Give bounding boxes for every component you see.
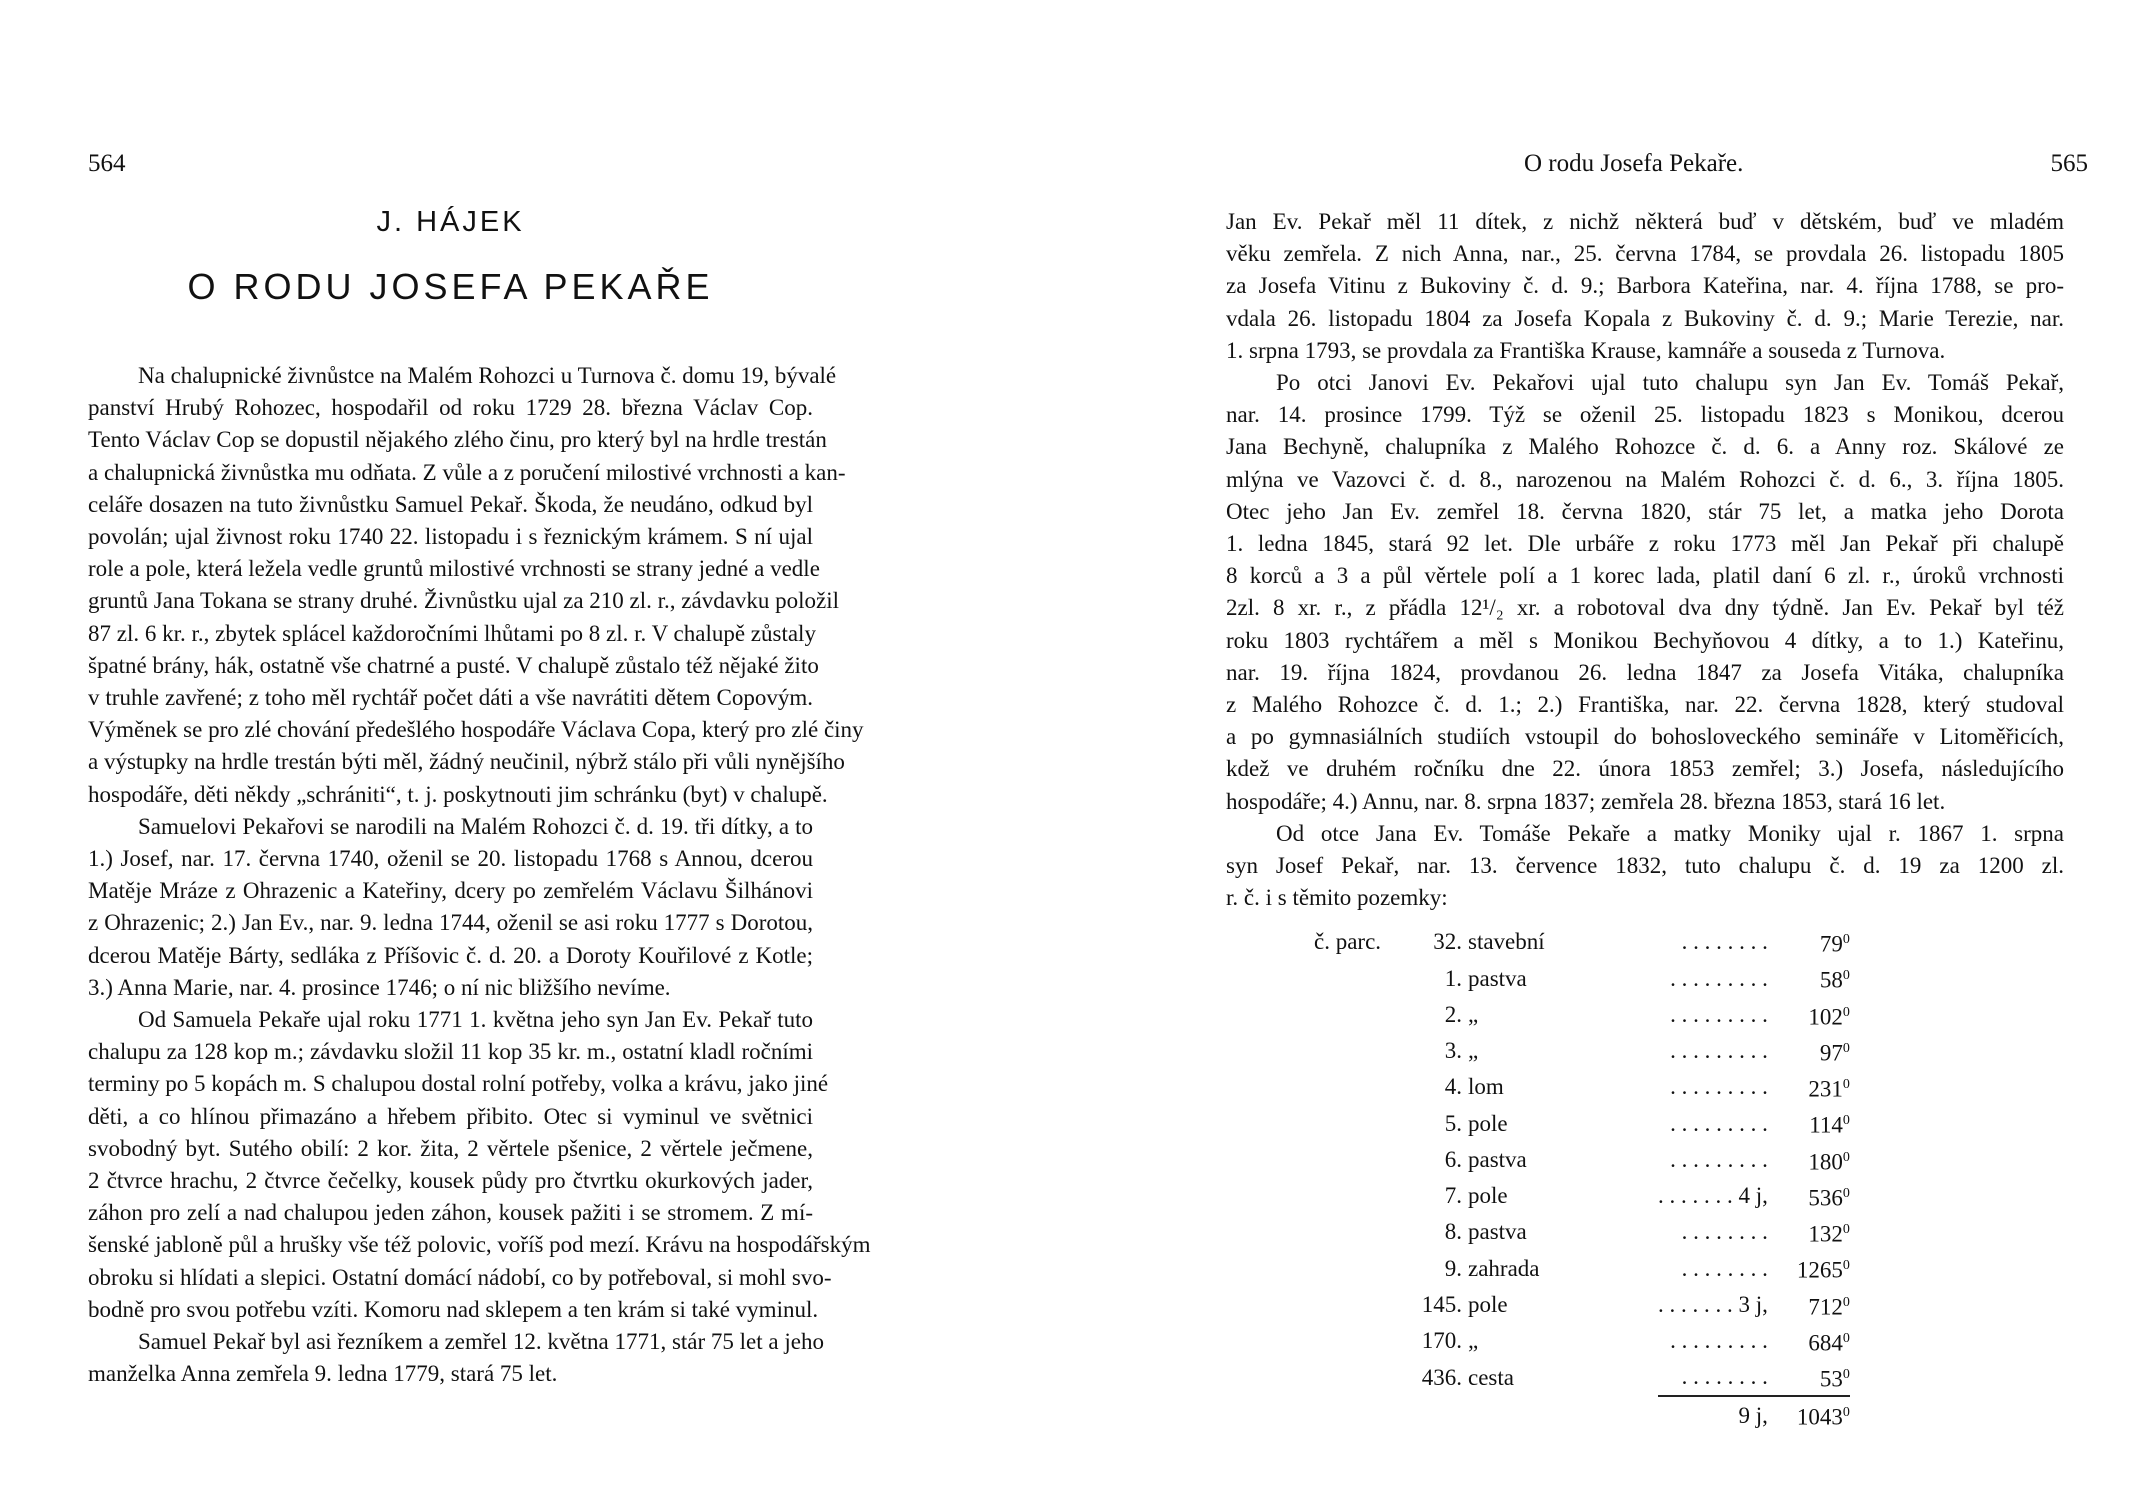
table-row [1314, 1250, 1850, 1286]
table-row [1314, 960, 1850, 996]
parcel-type [1468, 1396, 1658, 1433]
area-unit-mark: 0 [1842, 1040, 1850, 1056]
parcel-area [1768, 1250, 1850, 1286]
parcel-area [1768, 1323, 1850, 1359]
leader-dots: . . . . . . . . . [1670, 965, 1768, 991]
area-unit-mark: 0 [1842, 932, 1850, 947]
parcel-label [1314, 1287, 1404, 1323]
text-line: role a pole, která ležela vedle gruntů milostivé vrchnosti se strany jedné a vedle [88, 556, 820, 582]
parcel-area-value: 180 [1808, 1149, 1843, 1175]
text-line: Matěje Mráze z Ohrazenic a Kateřiny, dcery po zemřelém Václavu Šilhánovi [88, 878, 813, 904]
parcel-number: 9. [1444, 1255, 1462, 1281]
area-unit-mark: 0 [1842, 1077, 1850, 1092]
leader-dots: . . . . . . . . . [1670, 1038, 1768, 1064]
parcel-area [1768, 1142, 1850, 1178]
parcel-leader [1658, 1323, 1768, 1359]
text-line: záhon pro zelí a nad chalupou jeden záhon, kousek pažiti i se stromem. Z mí- [88, 1200, 813, 1226]
text-line: 3.) Anna Marie, nar. 4. prosince 1746; o ní nic bližšího nevíme. [88, 974, 671, 1000]
parcel-number: 32. [1433, 929, 1462, 955]
text-line: Jana Bechyně, chalupníka z Malého Rohozce č. d. 6. a Anny roz. Skálové ze [1226, 434, 2064, 460]
parcel-label [1314, 1250, 1404, 1286]
table-row [1314, 1359, 1850, 1396]
text-line: kdež ve druhém ročníku dne 22. února 1853 zemřel; 3.) Josefa, následujícího [1226, 756, 2064, 782]
parcel-type: pastva [1468, 965, 1527, 991]
leader-dots: . . . . . . . [1658, 1291, 1733, 1317]
left-column-text [88, 360, 871, 1391]
parcel-label: č. parc. [1314, 929, 1382, 955]
parcel-area-value: 53 [1819, 1366, 1843, 1392]
text-line: terminy po 5 kopách m. S chalupou dostal rolní potřeby, volka a krávu, jako jiné [88, 1071, 829, 1097]
table-row [1314, 1178, 1850, 1214]
area-unit-mark: 0 [1842, 1405, 1850, 1421]
page-number: 565 [2050, 150, 2088, 177]
parcel-type: „ [1468, 1001, 1479, 1027]
parcel-leader [1658, 1359, 1768, 1396]
parcel-number: 6. [1444, 1146, 1462, 1172]
leader-dots: . . . . . . . . . [1670, 1110, 1768, 1136]
page-number: 564 [88, 150, 126, 177]
text-line: vdala 26. listopadu 1804 za Josefa Kopala z Bukoviny č. d. 9.; Marie Terezie, nar. [1226, 305, 2064, 331]
parcel-leader [1658, 997, 1768, 1033]
article-title: O RODU JOSEFA PEKAŘE [187, 266, 714, 307]
text-line: věku zemřela. Z nich Anna, nar., 25. června 1784, se provdala 26. listopadu 1805 [1226, 241, 2064, 267]
text-line: Výměnek se pro zlé chování předešlého hospodáře Václava Copa, který pro zlé činy [88, 717, 864, 743]
parcel-area [1768, 1069, 1850, 1105]
parcel-label [1314, 1178, 1404, 1214]
parcel-number: 3. [1444, 1038, 1462, 1064]
parcel-type: „ [1468, 1038, 1479, 1064]
parcel-number: 170. [1421, 1328, 1462, 1354]
area-unit-mark: 0 [1842, 1222, 1850, 1237]
parcel-leader [1658, 1287, 1768, 1323]
parcel-label [1314, 1033, 1404, 1069]
parcel-area [1768, 1033, 1850, 1069]
text-line: mlýna ve Vazovci č. d. 8., narozenou na Malém Rohozci č. d. 6., 3. října 1805. [1226, 466, 2064, 492]
parcel-leader [1658, 1250, 1768, 1286]
table-row [1314, 1323, 1850, 1359]
parcel-label [1314, 1359, 1404, 1396]
total-area [1768, 1396, 1850, 1433]
leader-dots: . . . . . . . . [1681, 1255, 1768, 1281]
text-line: 2 čtvrce hrachu, 2 čtvrce čečelky, kousek půdy pro čtvrtku okurkových jader, [88, 1168, 813, 1194]
parcel-type: pastva [1468, 1219, 1527, 1245]
text-line: Samuelovi Pekařovi se narodili na Malém Rohozci č. d. 19. tři dítky, a to [138, 813, 813, 839]
parcel-type: pole [1468, 1110, 1508, 1136]
parcel-leader [1658, 960, 1768, 996]
text-line: v truhle zavřené; z toho měl rychtář počet dáti a vše navrátiti dětem Copovým. [88, 685, 813, 711]
table-row [1314, 1033, 1850, 1069]
text-line: Od Samuela Pekaře ujal roku 1771 1. května jeho syn Jan Ev. Pekař tuto [138, 1007, 813, 1033]
area-unit-mark: 0 [1842, 1294, 1850, 1310]
text-line: chalupu za 128 kop m.; závdavku složil 11 kop 35 kr. m., ostatní kladl ročními [88, 1039, 813, 1065]
parcel-number: 4. [1444, 1074, 1462, 1100]
parcel-area-value: 536 [1808, 1185, 1843, 1211]
parcel-area-value: 114 [1809, 1112, 1843, 1138]
parcel-number: 145. [1421, 1291, 1462, 1317]
text-line: r. č. i s těmito pozemky: [1226, 885, 1448, 911]
parcel-type: zahrada [1468, 1255, 1540, 1281]
parcel-type: pastva [1468, 1146, 1527, 1172]
text-line: 2zl. 8 xr. r., z přádla 12¹/₂ xr. a robotoval dva dny týdně. Jan Ev. Pekař byl též [1226, 595, 2064, 621]
parcel-extra: 4 j, [1732, 1183, 1768, 1209]
text-line: 1.) Josef, nar. 17. června 1740, oženil se 20. listopadu 1768 s Annou, dcerou [88, 846, 813, 872]
total-area-value: 1043 [1796, 1404, 1843, 1430]
area-unit-mark: 0 [1842, 1258, 1850, 1274]
text-line: gruntů Jana Tokana se strany druhé. Živnůstku ujal za 210 zl. r., závdavku položil [88, 588, 840, 614]
text-line: nar. 19. října 1824, provdanou 26. ledna 1847 za Josefa Vitáka, chalupníka [1226, 659, 2064, 685]
parcel-extra: 3 j, [1732, 1291, 1768, 1317]
parcel-table [1314, 924, 1850, 1434]
running-head: O rodu Josefa Pekaře. [1524, 150, 1744, 177]
text-line: 8 korců a 3 a půl věrtele polí a 1 korec lada, platil daní 6 zl. r., úroků vrchnosti [1226, 563, 2064, 589]
parcel-leader [1658, 1105, 1768, 1141]
text-line: manželka Anna zemřela 9. ledna 1779, stará 75 let. [88, 1361, 558, 1387]
text-line: nar. 14. prosince 1799. Týž se oženil 25. listopadu 1823 s Monikou, dcerou [1226, 402, 2064, 428]
parcel-label [1314, 1214, 1404, 1250]
parcel-type: cesta [1468, 1364, 1514, 1390]
text-line: a po gymnasiálních studiích vstoupil do bohosloveckého semináře v Litoměřicích, [1226, 724, 2064, 750]
parcel-area [1768, 924, 1850, 960]
text-line: svobodný byt. Sutého obilí: 2 kor. žita, 2 věrtele pšenice, 2 věrtele ječmene, [88, 1135, 813, 1161]
parcel-leader [1658, 1142, 1768, 1178]
parcel-type: „ [1468, 1328, 1479, 1354]
text-line: 87 zl. 6 kr. r., zbytek splácel každoročními lhůtami po 8 zl. r. V chalupě zůstaly [88, 620, 816, 646]
text-line: roku 1803 rychtářem a měl s Monikou Bechyňovou 4 dítky, a to 1.) Kateřinu, [1226, 627, 2064, 653]
parcel-area-value: 231 [1808, 1076, 1843, 1102]
text-line: hospodáře; 4.) Annu, nar. 8. srpna 1837; zemřela 28. března 1853, stará 16 let. [1226, 788, 1946, 814]
leader-dots: . . . . . . . [1658, 1183, 1733, 1209]
parcel-area [1768, 1178, 1850, 1214]
text-line: 1. srpna 1793, se provdala za Františka Krause, kamnáře a souseda z Turnova. [1226, 337, 1946, 363]
parcel-type: pole [1468, 1291, 1508, 1317]
table-total-row [1314, 1396, 1850, 1433]
parcel-leader [1658, 1214, 1768, 1250]
parcel-type: pole [1468, 1183, 1508, 1209]
text-line: obroku si hlídati a slepici. Ostatní domácí nádobí, co by potřeboval, si mohl svo- [88, 1264, 832, 1290]
parcel-label [1314, 997, 1404, 1033]
parcel-area [1768, 997, 1850, 1033]
text-line: Tento Václav Cop se dopustil nějakého zlého činu, pro který byl na hrdle trestán [88, 427, 827, 453]
table-row [1314, 1142, 1850, 1178]
table-row [1314, 1214, 1850, 1250]
area-unit-mark: 0 [1842, 1004, 1850, 1020]
text-line: špatné brány, hák, ostatně vše chatrné a pusté. V chalupě zůstalo též nějaké žito [88, 652, 819, 678]
right-lines [1226, 206, 2064, 914]
area-unit-mark: 0 [1842, 968, 1850, 984]
total-extra: 9 j, [1658, 1396, 1768, 1433]
text-line: za Josefa Vitinu z Bukoviny č. d. 9.; Barbora Kateřina, nar. 4. října 1788, se pro- [1226, 273, 2064, 299]
text-line: 1. ledna 1845, stará 92 let. Dle urbáře z roku 1773 měl Jan Pekař při chalupě [1226, 531, 2064, 557]
parcel-area-value: 58 [1819, 967, 1843, 993]
text-line: Na chalupnické živnůstce na Malém Rohozci u Turnova č. domu 19, bývalé [138, 363, 837, 388]
text-line: Jan Ev. Pekař měl 11 dítek, z nichž některá buď v dětském, buď ve mladém [1226, 209, 2064, 234]
parcel-label [1314, 1323, 1404, 1359]
table-row [1314, 1105, 1850, 1141]
text-line: dcerou Matěje Bárty, sedláka z Příšovic č. d. 20. a Doroty Kouřilové z Kotle; [88, 942, 813, 968]
leader-dots: . . . . . . . . . [1670, 1001, 1768, 1027]
parcel-number: 436. [1421, 1364, 1462, 1390]
parcel-label [1314, 960, 1404, 996]
text-line: hospodáře, děti někdy „schrániti“, t. j. poskytnouti jim schránku (byt) v chalupě. [88, 781, 828, 807]
parcel-number: 2. [1444, 1001, 1462, 1027]
text-line: a chalupnická živnůstka mu odňata. Z vůle a z poručení milostivé vrchnosti a kan- [88, 459, 846, 485]
text-line: celáře dosazen na tuto živnůstku Samuel Pekař. Škoda, že neudáno, odkud byl [88, 491, 813, 517]
parcel-leader [1658, 924, 1768, 960]
parcel-area [1768, 1287, 1850, 1323]
leader-dots: . . . . . . . . . [1670, 1074, 1768, 1100]
area-unit-mark: 0 [1842, 1330, 1850, 1346]
parcel-number [1404, 1396, 1468, 1433]
parcel-leader [1658, 1033, 1768, 1069]
parcel-number: 8. [1444, 1219, 1462, 1245]
text-line: z Ohrazenic; 2.) Jan Ev., nar. 9. ledna 1744, oženil se asi roku 1777 s Dorotou, [88, 910, 813, 936]
text-line: panství Hrubý Rohozec, hospodařil od roku 1729 28. března Václav Cop. [88, 395, 813, 421]
area-unit-mark: 0 [1842, 1185, 1850, 1201]
leader-dots: . . . . . . . . [1681, 1364, 1768, 1390]
parcel-number: 1. [1444, 965, 1462, 991]
leader-dots: . . . . . . . . [1681, 1219, 1768, 1245]
text-line: povolán; ujal živnost roku 1740 22. listopadu i s řeznickým krámem. S ní ujal [88, 524, 813, 550]
area-unit-mark: 0 [1842, 1367, 1850, 1382]
parcel-area-value: 1265 [1796, 1257, 1843, 1283]
text-line: Otec jeho Jan Ev. zemřel 18. června 1820, stár 75 let, a matka jeho Dorota [1226, 498, 2064, 524]
text-line: a výstupky na hrdle trestán býti měl, žádný neučinil, nýbrž stálo při vůli nynějšího [88, 749, 845, 775]
parcel-leader [1658, 1178, 1768, 1214]
parcel-area [1768, 1359, 1850, 1396]
article-author: J. HÁJEK [376, 206, 525, 238]
left-lines [88, 360, 871, 1391]
text-line: bodně pro svou potřebu vzíti. Komoru nad sklepem a ten krám si také vyminul. [88, 1296, 819, 1322]
text-line: syn Josef Pekař, nar. 13. července 1832, tuto chalupu č. d. 19 za 1200 zl. [1226, 853, 2064, 879]
table-row [1314, 924, 1850, 960]
parcel-type: lom [1468, 1074, 1504, 1100]
text-line: Po otci Janovi Ev. Pekařovi ujal tuto chalupu syn Jan Ev. Tomáš Pekař, [1276, 370, 2064, 396]
parcel-area [1768, 1214, 1850, 1250]
parcel-area-value: 684 [1808, 1330, 1843, 1356]
parcel-number: 7. [1444, 1183, 1462, 1209]
text-line: děti, a co hlínou přimazáno a hřebem přibito. Otec si vyminul ve světnici [88, 1103, 813, 1129]
leader-dots: . . . . . . . . [1681, 929, 1768, 955]
right-column-text [1226, 206, 2064, 914]
table-row [1314, 1069, 1850, 1105]
parcel-area [1768, 960, 1850, 996]
leader-dots: . . . . . . . . . [1670, 1146, 1768, 1172]
parcel-area-value: 712 [1808, 1294, 1843, 1320]
parcel-label [1314, 1142, 1404, 1178]
parcel-label [1314, 1105, 1404, 1141]
parcel-area [1768, 1105, 1850, 1141]
text-line: Samuel Pekař byl asi řezníkem a zemřel 12. května 1771, stár 75 let a jeho [138, 1329, 824, 1355]
text-line: šenské jabloně půl a hrušky vše též polovic, voříš pod mezí. Krávu na hospodářským [88, 1232, 871, 1258]
parcel-number: 5. [1444, 1110, 1462, 1136]
leader-dots: . . . . . . . . . [1670, 1328, 1768, 1354]
text-line: z Malého Rohozce č. d. 1.; 2.) Františka, nar. 22. června 1828, který studoval [1226, 692, 2064, 718]
parcel-label [1314, 1396, 1404, 1433]
area-unit-mark: 0 [1842, 1113, 1850, 1129]
text-line: Od otce Jana Ev. Tomáše Pekaře a matky Moniky ujal r. 1867 1. srpna [1276, 820, 2064, 846]
table-row [1314, 1287, 1850, 1323]
parcel-area-value: 97 [1819, 1040, 1843, 1066]
parcel-area-value: 102 [1808, 1004, 1843, 1030]
parcel-leader [1658, 1069, 1768, 1105]
table-row [1314, 997, 1850, 1033]
parcel-area-value: 79 [1819, 931, 1843, 957]
parcel-type: stavební [1468, 929, 1545, 955]
area-unit-mark: 0 [1842, 1149, 1850, 1165]
right-page [1074, 0, 2148, 1500]
parcel-area-value: 132 [1808, 1221, 1843, 1247]
parcel-label [1314, 1069, 1404, 1105]
